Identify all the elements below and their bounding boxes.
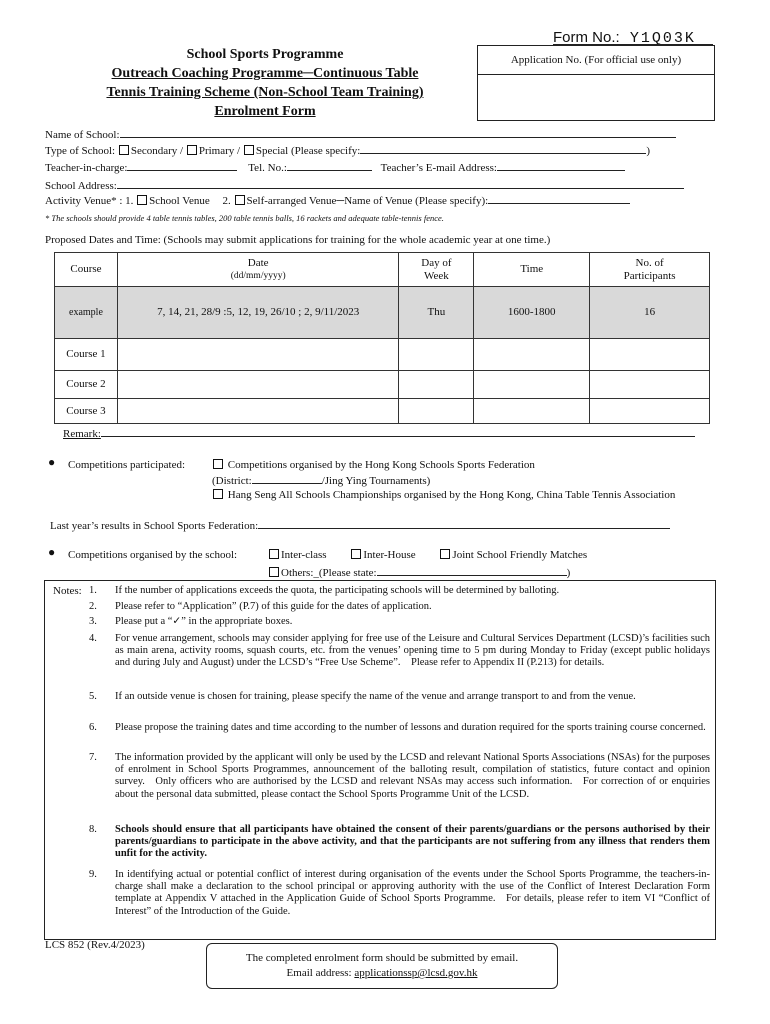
district-row [212, 473, 430, 488]
others-row [268, 565, 570, 580]
school-venue-checkbox[interactable] [137, 195, 147, 205]
special-close: ) [646, 145, 650, 157]
header-participants [590, 253, 710, 287]
note-text: Please refer to “Application” (P.7) of this guide for the dates of application. [115, 601, 432, 612]
competitions-participated-label: Competitions participated: [68, 459, 186, 471]
others-label: Others:_(Please state: [281, 567, 377, 579]
note-number: 3. [89, 616, 97, 627]
header-participants-line1: No. of [635, 256, 664, 269]
email-address-label: Email address: [286, 967, 352, 979]
note-1 [89, 585, 710, 597]
header-date-format: (dd/mm/yyyy) [230, 270, 286, 281]
header-time: Time [474, 253, 590, 287]
submission-email-row [207, 966, 557, 981]
course-2-date[interactable] [117, 371, 399, 399]
notes-box [44, 580, 716, 940]
note-text: In identifying actual or potential conflict of interest during organisation of the events under the School Sports Programme, the teachers-in-charge shall make a declaration to the school principal or approving authority with the use of the Conflict of Interest Declaration Form template at Appendix V attached in the Application Guide of School Sports Programme. For details, please refer to item VI “Conflict of Interest” of the Introduction of the Guide. [115, 869, 710, 917]
note-5 [89, 691, 710, 703]
remark-field[interactable] [101, 426, 695, 437]
official-use-box [477, 45, 715, 121]
course-2-label: Course 2 [55, 371, 118, 399]
header-day-line1: Day of [421, 256, 452, 269]
note-text: Please put a “✓” in the appropriate boxes. [115, 616, 293, 627]
hkssf-checkbox[interactable] [213, 459, 223, 469]
example-day: Thu [399, 287, 474, 339]
self-arranged-venue-checkbox[interactable] [235, 195, 245, 205]
title-line-4: Enrolment Form [214, 104, 316, 119]
note-number: 4. [89, 633, 97, 644]
last-year-field[interactable] [258, 518, 670, 529]
note-2 [89, 601, 710, 613]
table-row [55, 371, 710, 399]
school-name-row [45, 127, 676, 142]
form-code: LCS 852 (Rev.4/2023) [45, 939, 145, 951]
title-line-1: School Sports Programme [186, 47, 344, 62]
address-field[interactable] [117, 178, 684, 189]
course-1-participants[interactable] [590, 339, 710, 371]
secondary-label: Secondary / [130, 145, 184, 157]
secondary-checkbox[interactable] [119, 145, 129, 155]
joint-school-checkbox[interactable] [440, 549, 450, 559]
course-2-day[interactable] [399, 371, 474, 399]
form-number-label: Form No.: [553, 29, 620, 46]
teacher-email-field[interactable] [497, 160, 625, 171]
course-3-day[interactable] [399, 399, 474, 424]
primary-label: Primary / [198, 145, 241, 157]
title-line-3: Tennis Training Scheme (Non-School Team Training) [106, 85, 424, 100]
hang-seng-checkbox[interactable] [213, 489, 223, 499]
tel-label: Tel. No.: [248, 162, 287, 174]
note-7 [89, 752, 710, 801]
teacher-label: Teacher-in-charge: [45, 162, 128, 174]
submission-text: The completed enrolment form should be submitted by email. [245, 952, 519, 964]
header-day-line2: Week [423, 269, 449, 282]
self-arranged-venue-label: Self-arranged Venue─Name of Venue (Please specify): [246, 195, 489, 207]
submission-box [206, 943, 558, 989]
note-text: If an outside venue is chosen for training, please specify the name of the venue and arrange transport to and from the venue. [115, 691, 636, 702]
note-4 [89, 633, 710, 670]
tel-field[interactable] [287, 160, 372, 171]
proposed-dates-label: Proposed Dates and Time: (Schools may submit applications for training for the whole academic year at one time.) [45, 234, 551, 246]
address-label: School Address: [45, 180, 117, 192]
header-date [117, 253, 399, 287]
school-name-label: Name of School: [45, 129, 120, 141]
course-3-label: Course 3 [55, 399, 118, 424]
table-header-row [55, 253, 710, 287]
table-row [55, 339, 710, 371]
note-9 [89, 869, 710, 918]
special-checkbox[interactable] [244, 145, 254, 155]
school-competitions-options [268, 549, 587, 562]
district-field[interactable] [252, 473, 322, 484]
notes-label: Notes: [53, 585, 82, 597]
form-number-value: Y1Q03K [629, 30, 696, 47]
bullet-icon: ● [48, 545, 56, 559]
form-title [60, 45, 470, 121]
official-use-divider [478, 74, 714, 75]
note-number: 7. [89, 752, 97, 763]
example-time: 1600-1800 [474, 287, 590, 339]
note-number: 8. [89, 824, 97, 835]
note-3 [89, 616, 710, 628]
course-1-day[interactable] [399, 339, 474, 371]
example-course: example [55, 287, 118, 339]
hkssf-label: Competitions organised by the Hong Kong Schools Sports Federation [227, 459, 535, 471]
special-label: Special (Please specify: [255, 145, 361, 157]
teacher-field[interactable] [127, 160, 237, 171]
venue-note: * The schools should provide 4 table tennis tables, 200 table tennis balls, 16 rackets and adequate table-tennis fence. [45, 213, 444, 223]
competition-option-2 [212, 489, 708, 502]
others-checkbox[interactable] [269, 567, 279, 577]
note-number: 6. [89, 722, 97, 733]
remark-label: Remark: [63, 428, 101, 440]
note-number: 1. [89, 585, 97, 596]
course-table [54, 252, 710, 424]
last-year-label: Last year’s results in School Sports Federation: [50, 520, 259, 532]
district-label: (District: [212, 475, 252, 487]
remark-row [63, 426, 695, 441]
note-text: The information provided by the applicant will only be used by the LCSD and relevant National Sports Associations (NSAs) for the purposes of enrolment in School Sports Programmes, announcement of the balloting result, compilation of statistics, future contact and opinion survey. Only officers who are authorised by the LCSD and relevant NSAs may access such information. For correction of or enquiries about the personal data submitted, please contact the School Sports Programme Unit of the LCSD. [115, 752, 710, 800]
course-3-time[interactable] [474, 399, 590, 424]
submission-email-link[interactable]: applicationssp@lcsd.gov.hk [354, 967, 478, 979]
note-number: 5. [89, 691, 97, 702]
course-1-date[interactable] [117, 339, 399, 371]
header-course: Course [55, 253, 118, 287]
venue-name-field[interactable] [488, 193, 630, 204]
note-text: For venue arrangement, schools may consider applying for free use of the Leisure and Cultural Services Department (LCSD)’s facilities such as main arena, activity rooms, squash courts, etc. from the venues’ opening time to 5 pm during Monday to Friday (except public holidays and during July and August) under the LCSD’s “Free Use Scheme”. Please refer to Appendix II (P.213) for details. [115, 633, 710, 669]
email-label: Teacher’s E-mail Address: [380, 162, 497, 174]
note-text: Please propose the training dates and time according to the number of lessons and duration required for the sports training course concerned. [115, 722, 706, 733]
school-venue-label: School Venue [149, 195, 210, 207]
competition-option-1 [212, 459, 712, 472]
note-6 [89, 722, 710, 734]
header-participants-line2: Participants [623, 269, 676, 282]
teacher-row [45, 160, 625, 175]
inter-class-label: Inter-class [281, 549, 327, 561]
course-3-participants[interactable] [590, 399, 710, 424]
course-3-date[interactable] [117, 399, 399, 424]
venue-2-number: 2. [222, 195, 231, 207]
hang-seng-label: Hang Seng All Schools Championships organised by the Hong Kong, China Table Tennis Association [227, 489, 676, 501]
header-date-label: Date [247, 256, 269, 269]
school-name-field[interactable] [120, 127, 676, 138]
school-type-row [45, 143, 650, 158]
example-date: 7, 14, 21, 28/9 :5, 12, 19, 26/10 ; 2, 9/11/2023 [117, 287, 399, 339]
joint-school-label: Joint School Friendly Matches [452, 549, 588, 561]
course-2-participants[interactable] [590, 371, 710, 399]
note-text: If the number of applications exceeds the quota, the participating schools will be determined by balloting. [115, 585, 560, 596]
header-day [399, 253, 474, 287]
jing-ying-label: /Jing Ying Tournaments) [321, 475, 431, 487]
inter-house-checkbox[interactable] [351, 549, 361, 559]
course-1-time[interactable] [474, 339, 590, 371]
special-specify-field[interactable] [360, 143, 646, 154]
school-type-label: Type of School: [45, 145, 116, 157]
school-competitions-label: Competitions organised by the school: [68, 549, 238, 561]
example-participants: 16 [590, 287, 710, 339]
course-2-time[interactable] [474, 371, 590, 399]
others-field[interactable] [377, 565, 567, 576]
table-row [55, 399, 710, 424]
note-number: 2. [89, 601, 97, 612]
note-text: Schools should ensure that all participants have obtained the consent of their parents/guardians or the persons authorised by their parents/guardians to participate in the above activity, and that the participants are not suffering from any illness that renders them unfit for the activity. [115, 824, 710, 860]
primary-checkbox[interactable] [187, 145, 197, 155]
course-1-label: Course 1 [55, 339, 118, 371]
inter-class-checkbox[interactable] [269, 549, 279, 559]
last-year-row [50, 518, 670, 533]
others-close: ) [566, 567, 571, 579]
venue-row [45, 193, 630, 208]
official-use-label: Application No. (For official use only) [510, 54, 682, 66]
venue-label: Activity Venue* : 1. [45, 195, 134, 207]
inter-house-label: Inter-House [363, 549, 416, 561]
note-number: 9. [89, 869, 97, 880]
bullet-icon: ● [48, 455, 56, 469]
note-8 [89, 824, 710, 861]
address-row [45, 178, 684, 193]
title-line-2: Outreach Coaching Programme─Continuous Table [111, 66, 419, 81]
table-row-example [55, 287, 710, 339]
